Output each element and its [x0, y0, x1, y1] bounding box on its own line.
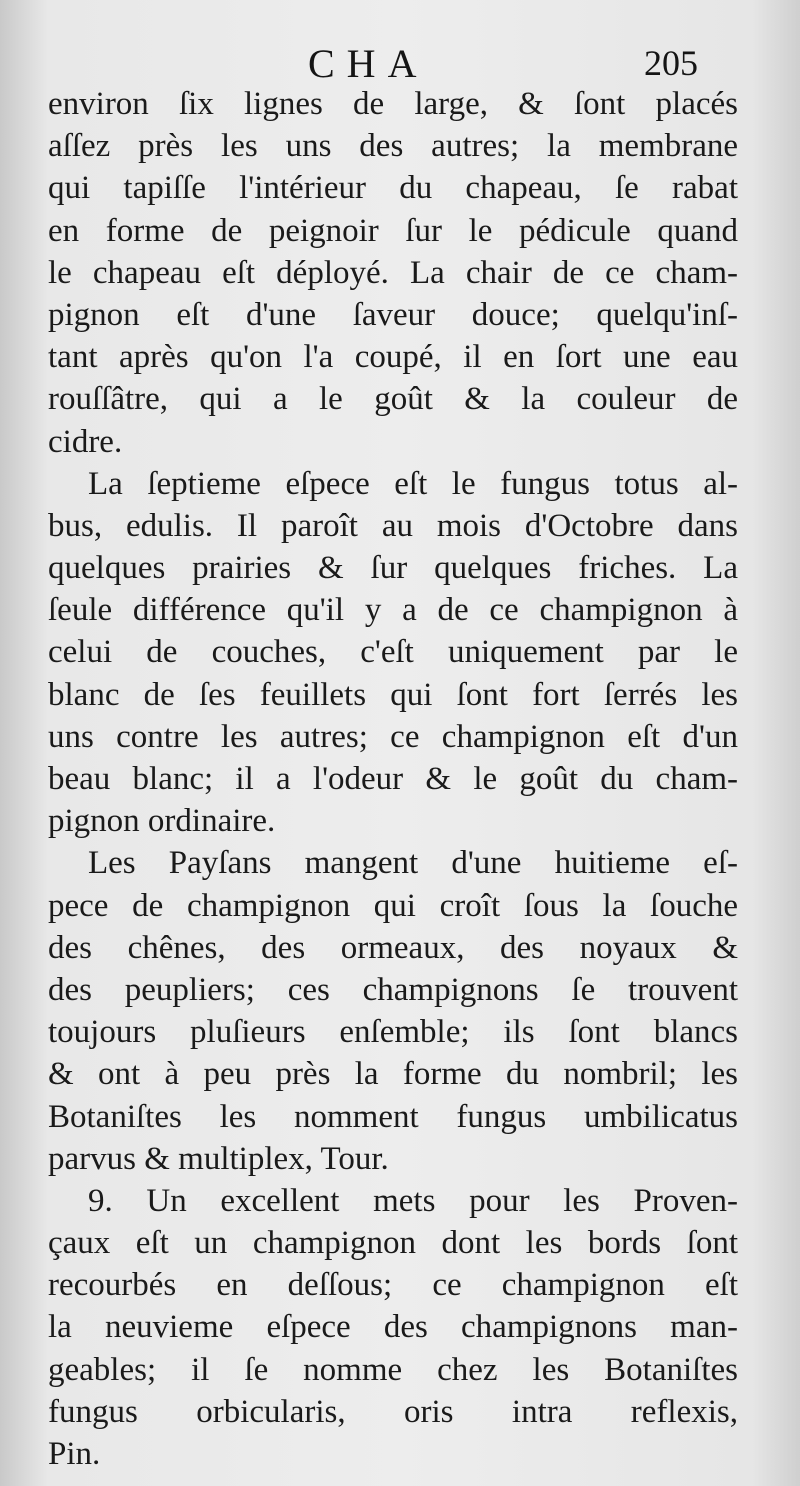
text-line: pece de champignon qui croît ſous la ſouche: [48, 887, 738, 924]
text-line: la neuvieme eſpece des champignons man-: [48, 1309, 738, 1346]
text-line: qui tapiſſe l'intérieur du chapeau, ſe rabat: [48, 170, 738, 207]
text-line: geables; il ſe nomme chez les Botaniſtes: [48, 1351, 738, 1388]
paragraph: [48, 1180, 738, 1475]
text-line: rouſſâtre, qui a le goût & la couleur de: [48, 381, 738, 418]
text-line: toujours pluſieurs enſemble; ils ſont blancs: [48, 1014, 738, 1051]
text-line: Pin.: [48, 1436, 101, 1472]
text-line: Les Payſans mangent d'une huitieme eſ-: [88, 845, 738, 882]
text-line: tant après qu'on l'a coupé, il en ſort une eau: [48, 339, 738, 376]
text-line: ſeule différence qu'il y a de ce champignon à: [48, 592, 738, 629]
text-line: pignon eſt d'une ſaveur douce; quelqu'inſ-: [48, 296, 738, 333]
text-line: Botaniſtes les nomment fungus umbilicatus: [48, 1098, 738, 1135]
text-line: le chapeau eſt déployé. La chair de ce cham-: [48, 254, 738, 291]
text-line: blanc de ſes feuillets qui ſont fort ſerrés les: [48, 676, 738, 713]
page-number: 205: [644, 43, 698, 83]
page-header: [0, 36, 800, 88]
running-head: CHA: [308, 41, 429, 86]
text-line: uns contre les autres; ce champignon eſt d'un: [48, 718, 738, 755]
text-line: des chênes, des ormeaux, des noyaux &: [48, 929, 738, 966]
paragraph: [48, 83, 738, 463]
text-line: celui de couches, c'eſt uniquement par le: [48, 634, 738, 671]
text-line: & ont à peu près la forme du nombril; les: [48, 1056, 738, 1093]
text-line: bus, edulis. Il paroît au mois d'Octobre dans: [48, 507, 738, 544]
text-line: aſſez près les uns des autres; la membrane: [48, 128, 738, 165]
body-text: [48, 83, 738, 1475]
paragraph: [48, 842, 738, 1180]
paragraph: [48, 463, 738, 843]
text-line: pignon ordinaire.: [48, 803, 276, 840]
text-line: des peupliers; ces champignons ſe trouvent: [48, 971, 738, 1008]
text-line: beau blanc; il a l'odeur & le goût du cham-: [48, 761, 738, 797]
text-line: 9. Un excellent mets pour les Proven-: [88, 1182, 738, 1219]
text-line: quelques prairies & ſur quelques friches. La: [48, 550, 738, 587]
text-line: çaux eſt un champignon dont les bords ſont: [48, 1225, 738, 1262]
text-line: cidre.: [48, 423, 123, 460]
text-line: environ ſix lignes de large, & ſont placés: [48, 86, 738, 122]
text-line: en forme de peignoir ſur le pédicule quand: [48, 212, 738, 249]
text-line: parvus & multiplex, Tour.: [48, 1140, 389, 1177]
text-line: recourbés en deſſous; ce champignon eſt: [48, 1267, 738, 1304]
text-line: La ſeptieme eſpece eſt le fungus totus al-: [88, 465, 738, 502]
text-line: fungus orbicularis, oris intra reflexis,: [48, 1393, 738, 1430]
